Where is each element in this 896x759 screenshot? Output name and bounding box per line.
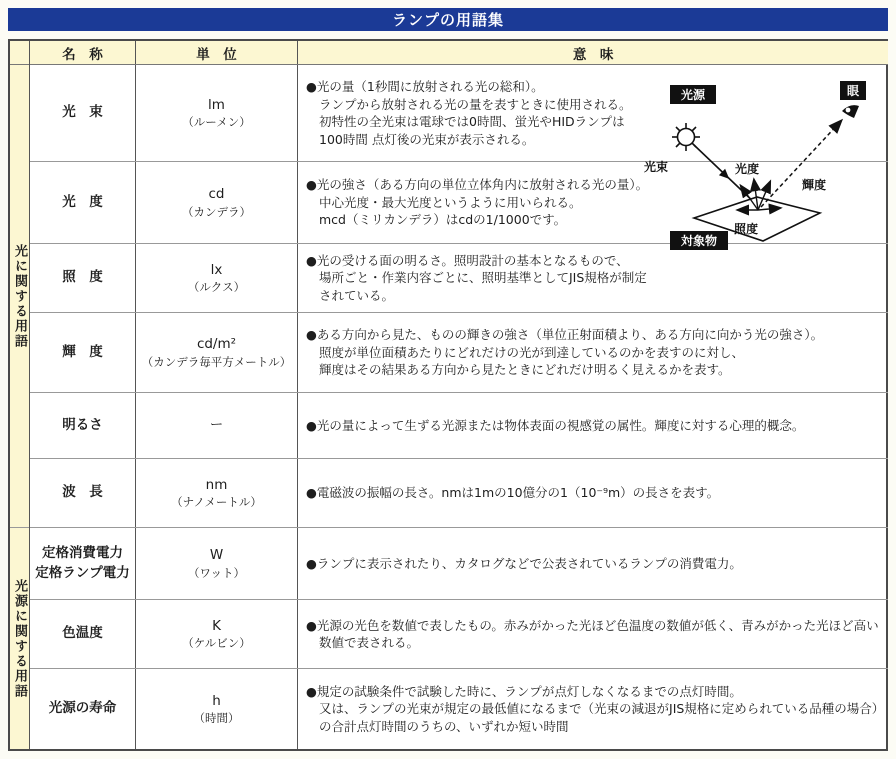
term-meaning: ●ランプに表示されたり、カタログなどで公表されているランプの消費電力。: [306, 555, 742, 571]
luminance-arrow: [761, 121, 841, 207]
term-unit: lm （ルーメン）: [136, 65, 298, 161]
category-lightsource-terms: [10, 527, 29, 749]
term-unit: cd （カンデラ）: [136, 162, 298, 243]
term-name: 照 度: [30, 244, 136, 312]
term-name: 光 束: [30, 65, 136, 161]
term-name: 輝 度: [30, 313, 136, 392]
term-meaning: ●光の受ける面の明るさ。照明設計の基本となるもので、 場所ごと・作業内容ごとに、照明基準としてJIS規格が制定 されている。: [306, 252, 647, 303]
term-meaning: ●ある方向から見た、ものの輝きの強さ（単位正射面積より、ある方向に向かう光の強さ）。 照度が単位面積あたりにどれだけの光が到達しているのかを表すのに対し、 輝度はその結果ある方向から見たときにどれだけ明るく見えるかを表す。: [306, 327, 824, 378]
term-meaning: ●電磁波の振幅の長さ。nmは1mの10億分の1（10⁻⁹m）の長さを表す。: [306, 485, 720, 501]
light-source-label: [670, 85, 716, 104]
category-light-terms: [10, 65, 29, 527]
category-label: 光に関する用語: [12, 243, 27, 349]
term-unit: nm （ナノメートル）: [136, 459, 298, 527]
header-name: 名 称: [30, 41, 136, 64]
category-label: 光源に関する用語: [12, 578, 27, 699]
table-row: [30, 392, 888, 458]
term-unit: cd/m² （カンデラ毎平方メートル）: [136, 313, 298, 392]
header-meaning: 意 味: [572, 46, 614, 63]
term-name: 定格消費電力 定格ランプ電力: [30, 528, 136, 599]
table-row: [30, 458, 888, 527]
table-header-row: [30, 41, 888, 65]
term-name: 色温度: [30, 600, 136, 668]
term-unit: lx （ルクス）: [136, 244, 298, 312]
page-title: ランプの用語集: [8, 8, 888, 31]
term-unit: W （ワット）: [136, 528, 298, 599]
term-meaning: ●光の量（1秒間に放射される光の総和）。 ランプから放射される光の量を表すときに使用される。 初特性の全光束は電球では0時間、蛍光やHIDランプは 100時間 点灯後の光束が表示される。: [306, 79, 632, 147]
term-unit: K （ケルビン）: [136, 600, 298, 668]
term-meaning: ●光源の光色を数値で表したもの。赤みがかった光ほど色温度の数値が低く、青みがかった光ほど高い 数値で表される。: [306, 617, 879, 650]
term-name: 明るさ: [30, 393, 136, 458]
term-name: 光 度: [30, 162, 136, 243]
term-unit: ー: [136, 393, 298, 458]
table-row: [30, 668, 888, 749]
glossary-table: [8, 39, 888, 751]
luminance-label: 輝度: [802, 178, 827, 192]
table-row: [30, 527, 888, 599]
term-meaning: ●光の強さ（ある方向の単位立体角内に放射される光の量）。 中心光度・最大光度というように用いられる。 mcd（ミリカンデラ）はcdの1/1000です。: [306, 177, 649, 228]
term-meaning: ●光の量によって生ずる光源または物体表面の視感覚の属性。輝度に対する心理的概念。: [306, 417, 805, 433]
svg-text:眼: 眼: [846, 84, 860, 98]
table-row: [30, 312, 888, 392]
term-name: 波 長: [30, 459, 136, 527]
flux-label: 光束: [644, 160, 669, 174]
svg-text:光源: 光源: [680, 88, 706, 102]
term-meaning: ●規定の試験条件で試験した時に、ランプが点灯しなくなるまでの点灯時間。 又は、ランプの光束が規定の最低値になるまで（光束の減退がJIS規格に定められている品種の場合） の合計点灯時間のうちの、いずれか短い時間: [306, 683, 885, 734]
object-label: [670, 231, 728, 250]
intensity-label: 光度: [735, 162, 760, 176]
header-unit: 単 位: [136, 41, 298, 64]
term-unit: h （時間）: [136, 669, 298, 749]
photometry-diagram: [642, 79, 878, 259]
eye-label: [840, 81, 866, 100]
term-name: 光源の寿命: [30, 669, 136, 749]
illuminance-label: 照度: [734, 222, 759, 236]
svg-text:対象物: 対象物: [680, 234, 718, 248]
table-row: [30, 599, 888, 668]
category-column: [10, 41, 30, 749]
category-header-stub: [10, 41, 29, 65]
eye-icon: [842, 105, 859, 118]
